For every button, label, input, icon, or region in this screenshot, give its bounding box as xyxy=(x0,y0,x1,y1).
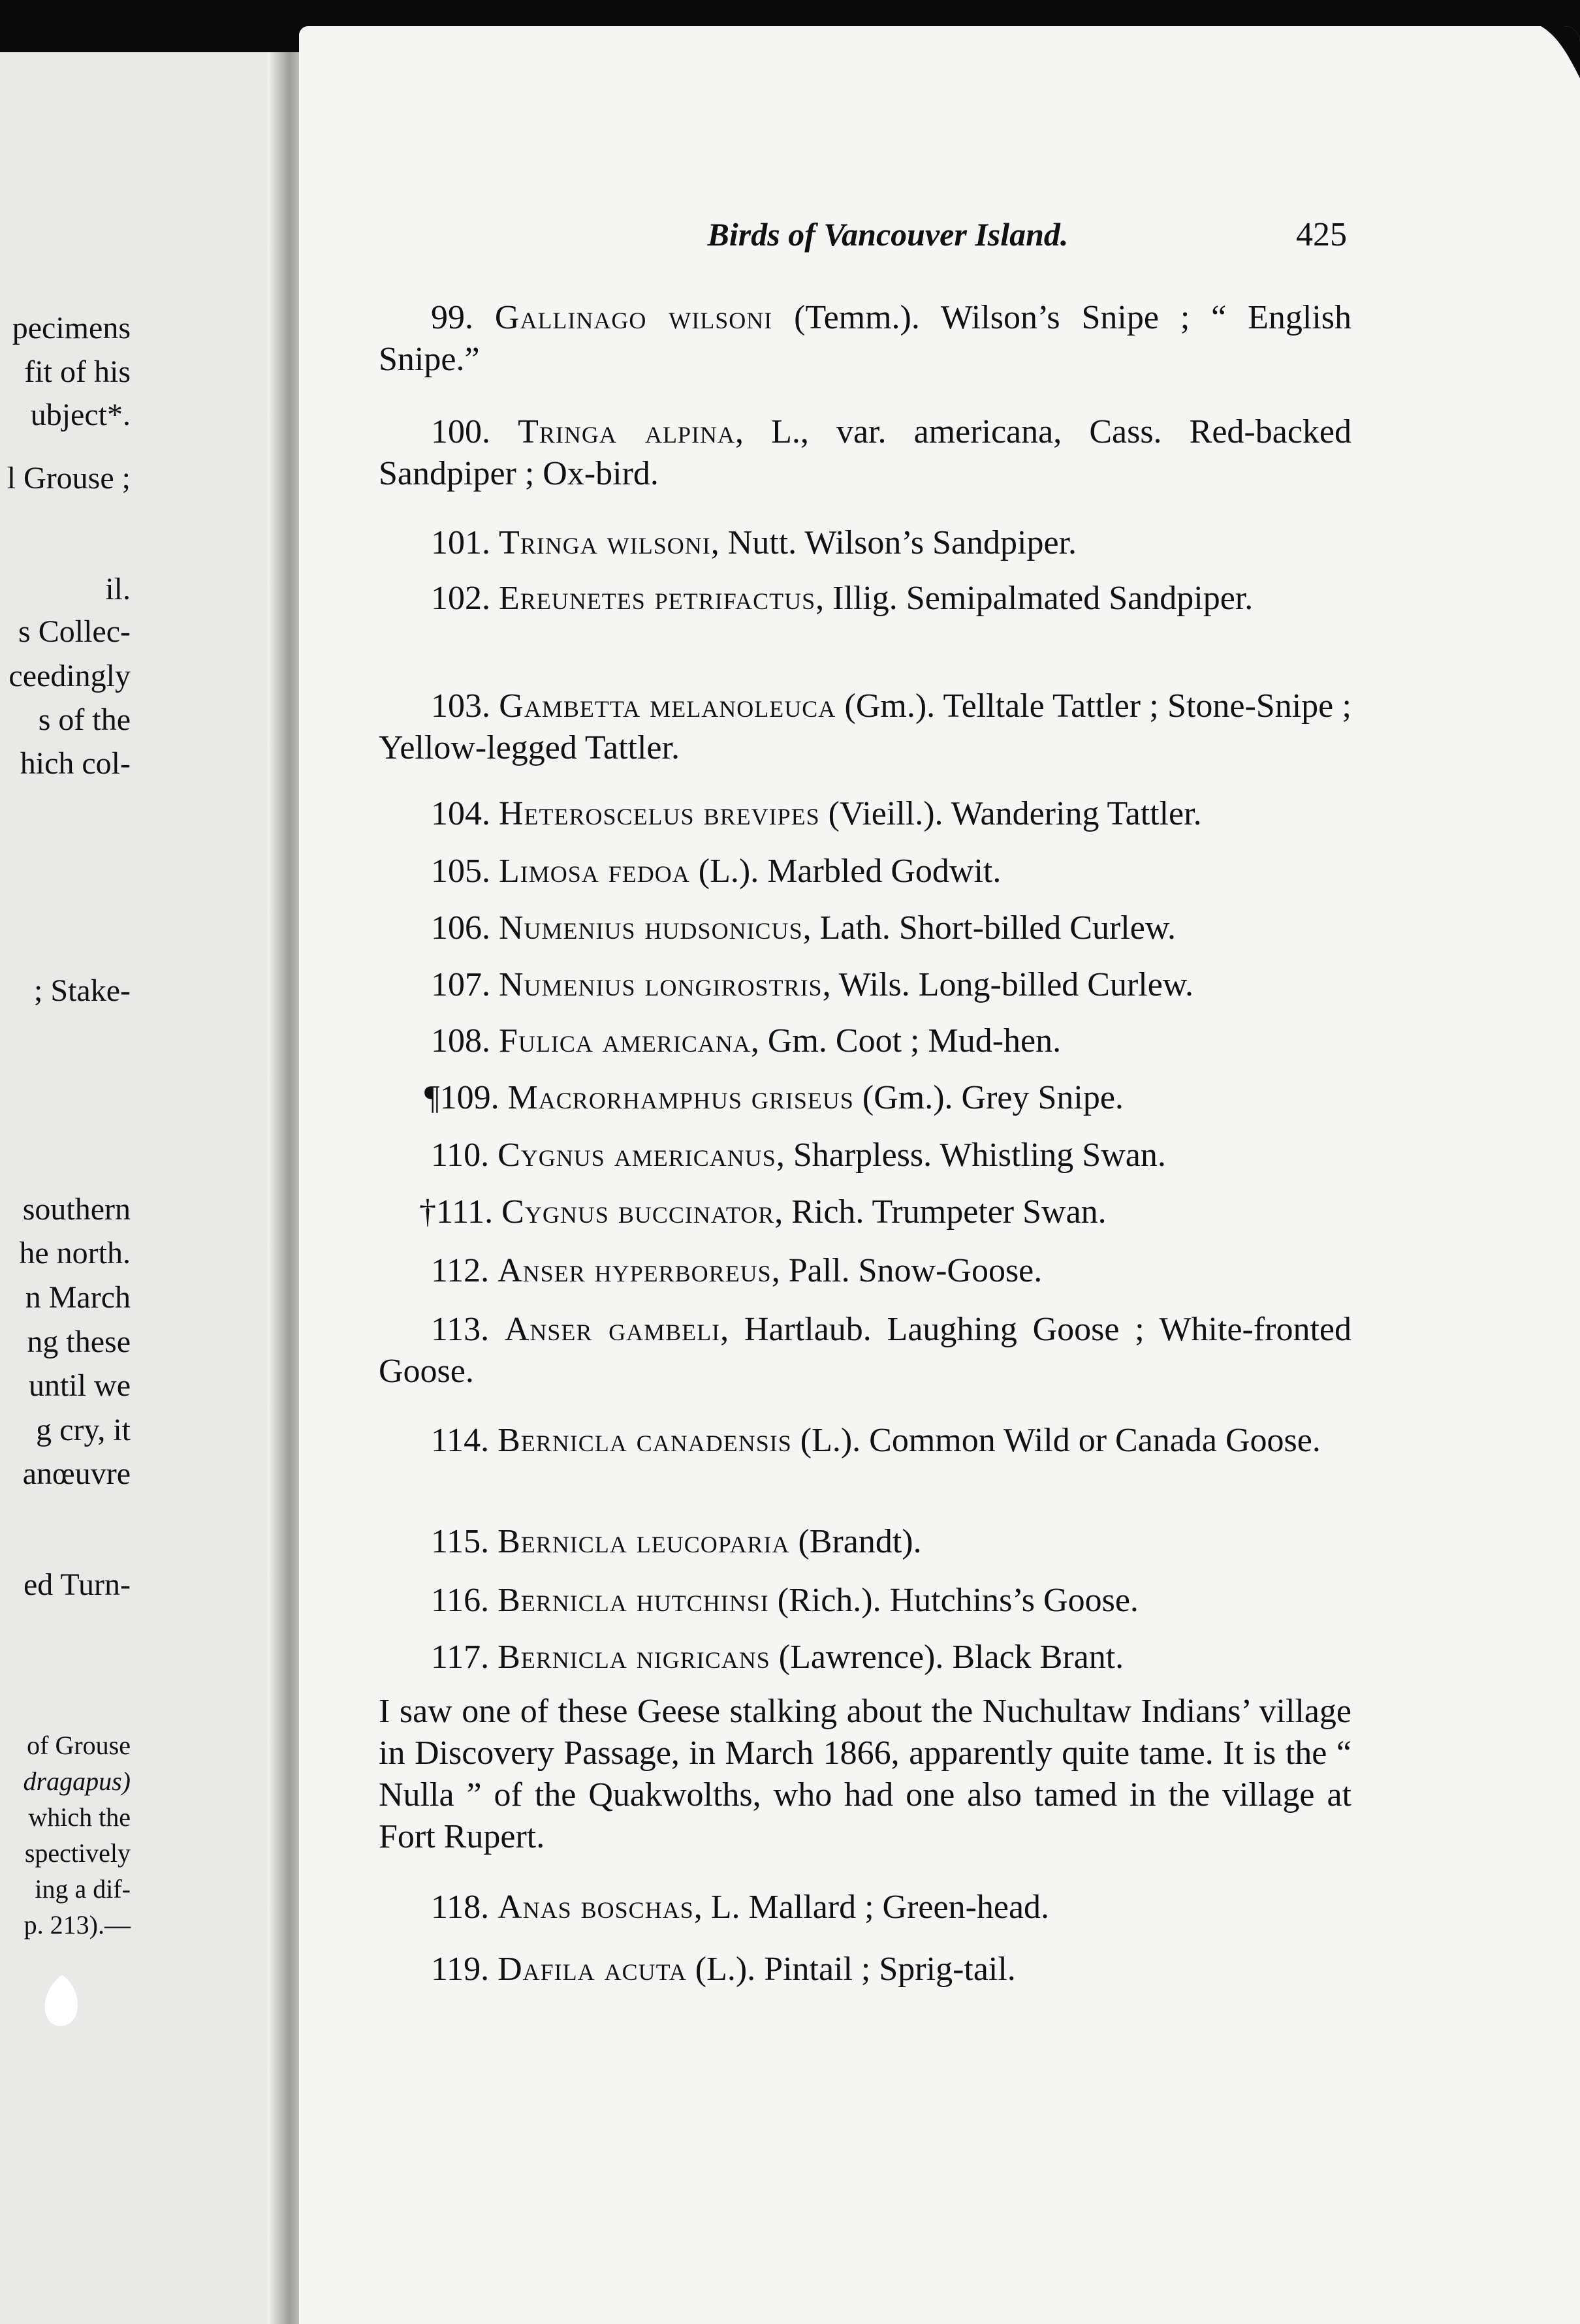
entry-text: , L., var. americana, Cass. Red-backed Sandpiper ; Ox-bird. xyxy=(379,413,1351,492)
left-page-text-fragment: hich col- xyxy=(20,746,131,781)
left-page-text-fragment: anœuvre xyxy=(22,1456,131,1491)
left-footnote-fragment: of Grouse xyxy=(27,1731,131,1760)
running-head: Birds of Vancouver Island. xyxy=(707,216,1069,253)
species-name: Heteroscelus brevipes xyxy=(499,795,820,832)
left-page-text-fragment: he north. xyxy=(19,1236,131,1270)
left-footnote-fragment: spectively xyxy=(24,1838,131,1868)
entry-117-note: I saw one of these Geese stalking about the Nuchultaw Indians’ village in Discovery Passage, in March 1866, apparently quite tame. It is the “ Nulla ” of the Quakwolths, who had one also tamed in the village at Fort Rupert. xyxy=(379,1693,1351,1855)
species-entry xyxy=(379,1949,1351,1990)
entry-text: , Rich. Trumpeter Swan. xyxy=(774,1193,1107,1231)
entry-text: , Hartlaub. Laughing Goose ; White-fronted Goose. xyxy=(379,1311,1352,1390)
entry-text: (Vieill.). Wandering Tattler. xyxy=(819,795,1202,832)
entry-text: (L.). Pintail ; Sprig-tail. xyxy=(686,1951,1016,1988)
entry-number: 105. xyxy=(431,853,490,890)
entry-number: 116. xyxy=(431,1582,490,1619)
entry-number: 101. xyxy=(431,524,490,561)
entry-text: (Rich.). Hutchins’s Goose. xyxy=(768,1582,1139,1619)
left-footnote-fragment: dragapus) xyxy=(23,1767,131,1796)
entry-text: , Lath. Short-billed Curlew. xyxy=(802,909,1177,947)
species-entry xyxy=(379,685,1351,769)
species-name: Cygnus americanus xyxy=(498,1137,776,1174)
entry-number: †111. xyxy=(419,1193,494,1231)
species-entry xyxy=(379,297,1351,381)
entry-number: 100. xyxy=(431,413,490,450)
entry-number: 115. xyxy=(431,1523,490,1560)
left-page-text-fragment: ; Stake- xyxy=(34,973,131,1008)
entry-text: (Temm.). Wilson’s Snipe ; “ English Snipe.” xyxy=(379,299,1352,378)
left-page-edge xyxy=(0,52,287,2324)
species-name: Numenius longirostris xyxy=(499,966,823,1003)
entry-number: 108. xyxy=(431,1022,490,1060)
entry-text: , Pall. Snow-Goose. xyxy=(771,1252,1043,1289)
entry-text: , Wils. Long-billed Curlew. xyxy=(822,966,1193,1003)
left-footnote-fragment: ing a dif- xyxy=(35,1874,131,1904)
species-entry xyxy=(379,1580,1351,1622)
left-page-text-fragment: until we xyxy=(29,1368,131,1403)
species-entry xyxy=(379,793,1351,835)
page-number: 425 xyxy=(1296,216,1347,253)
entry-number: 117. xyxy=(431,1639,490,1676)
species-name: Anas boschas xyxy=(498,1889,694,1926)
species-name: Anser hyperboreus xyxy=(498,1252,772,1289)
species-name: Limosa fedoa xyxy=(499,853,690,890)
species-name: Numenius hudsonicus xyxy=(499,909,803,947)
entry-text: , Nutt. Wilson’s Sandpiper. xyxy=(710,524,1077,561)
paper-stain-mark xyxy=(39,1971,85,2030)
species-name: Gallinago wilsoni xyxy=(494,299,773,336)
entry-text: (Gm.). Telltale Tattler ; Stone-Snipe ; Yellow-legged Tattler. xyxy=(379,687,1351,766)
left-page-text-fragment: n March xyxy=(25,1280,131,1315)
entry-number: 102. xyxy=(431,580,490,617)
left-page-text-fragment: ubject*. xyxy=(30,398,131,432)
page-corner-shadow xyxy=(1541,26,1580,78)
species-entry xyxy=(379,1637,1351,1678)
species-name: Tringa wilsoni xyxy=(499,524,711,561)
entry-number: 114. xyxy=(431,1422,490,1459)
species-entry xyxy=(379,964,1351,1006)
left-page-text-fragment: southern xyxy=(22,1192,131,1227)
species-name: Anser gambeli xyxy=(504,1311,721,1348)
entry-text: , Gm. Coot ; Mud-hen. xyxy=(750,1022,1062,1060)
species-name: Bernicla canadensis xyxy=(498,1422,792,1459)
entry-text: (Lawrence). Black Brant. xyxy=(770,1639,1124,1676)
species-entry xyxy=(379,1077,1351,1119)
species-entry xyxy=(379,1191,1351,1233)
species-entry xyxy=(379,851,1351,892)
left-page-text-fragment: ceedingly xyxy=(8,659,131,693)
species-entry xyxy=(379,907,1351,949)
entry-text: , L. Mallard ; Green-head. xyxy=(693,1889,1050,1926)
species-entry xyxy=(379,1250,1351,1292)
left-page-text-fragment: il. xyxy=(105,572,131,606)
species-entry xyxy=(379,1420,1351,1462)
entry-number: 118. xyxy=(431,1889,490,1926)
species-entry xyxy=(379,1020,1351,1062)
left-page-text-fragment: l Grouse ; xyxy=(7,461,131,495)
species-entry xyxy=(379,1309,1351,1392)
species-name: Dafila acuta xyxy=(498,1951,687,1988)
entry-text: (L.). Marbled Godwit. xyxy=(689,853,1002,890)
species-name: Gambetta melanoleuca xyxy=(499,687,836,725)
species-name: Macrorhamphus griseus xyxy=(507,1079,854,1116)
left-page-text-fragment: pecimens xyxy=(12,311,131,345)
left-page-text-fragment: g cry, it xyxy=(36,1413,131,1447)
entry-number: ¶109. xyxy=(424,1079,499,1116)
entry-text: , Illig. Semipalmated Sandpiper. xyxy=(815,580,1254,617)
entry-number: 107. xyxy=(431,966,490,1003)
left-page-text-fragment: s Collec- xyxy=(18,614,131,649)
entry-number: 104. xyxy=(431,795,490,832)
species-entry xyxy=(379,411,1351,495)
species-entry xyxy=(379,1887,1351,1928)
entry-text: (L.). Common Wild or Canada Goose. xyxy=(791,1422,1321,1459)
species-entry xyxy=(379,1521,1351,1563)
species-name: Fulica americana xyxy=(499,1022,751,1060)
entry-number: 99. xyxy=(431,299,473,336)
left-page-text-fragment: ng these xyxy=(27,1325,131,1359)
left-footnote-fragment: p. 213).— xyxy=(24,1910,131,1939)
entry-number: 106. xyxy=(431,909,490,947)
entry-text: , Sharpless. Whistling Swan. xyxy=(776,1137,1166,1174)
species-entry xyxy=(379,578,1351,620)
left-footnote-fragment: which the xyxy=(28,1802,131,1832)
species-name: Tringa alpina xyxy=(518,413,735,450)
species-name: Bernicla hutchinsi xyxy=(498,1582,769,1619)
left-page-text-fragment: fit of his xyxy=(24,354,131,389)
species-name: Cygnus buccinator xyxy=(501,1193,775,1231)
entry-number: 112. xyxy=(431,1252,490,1289)
entry-number: 113. xyxy=(431,1311,490,1348)
entry-text: (Gm.). Grey Snipe. xyxy=(853,1079,1124,1116)
entry-number: 103. xyxy=(431,687,490,725)
species-name: Ereunetes petrifactus xyxy=(499,580,816,617)
left-page-text-fragment: ed Turn- xyxy=(23,1567,131,1602)
left-page-text-fragment: s of the xyxy=(38,702,131,737)
species-entry xyxy=(379,1135,1351,1176)
entry-number: 110. xyxy=(431,1137,490,1174)
entry-number: 119. xyxy=(431,1951,490,1988)
species-name: Bernicla nigricans xyxy=(498,1639,770,1676)
species-entry xyxy=(379,522,1351,564)
entry-text: (Brandt). xyxy=(789,1523,922,1560)
species-name: Bernicla leucoparia xyxy=(498,1523,790,1560)
